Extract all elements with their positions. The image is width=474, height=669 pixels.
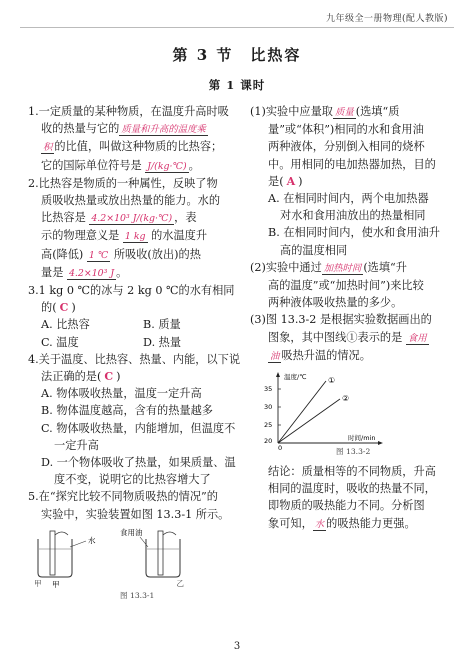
p1-option-a2: 对水和食用油放出的热量相同 (280, 209, 426, 223)
q4-answer: C (104, 370, 114, 384)
page-number: 3 (233, 641, 241, 652)
q4-option-c1: C. 物体吸收热量，内能增加，但温度不 (41, 421, 236, 435)
figure-13-3-2-caption: 图 13.3-2 (336, 447, 371, 457)
y-tick-20: 20 (264, 437, 273, 446)
p1-option-b2: 高的温度相同 (280, 243, 348, 257)
q2-line1: 2.比热容是物质的一种属性，反映了物 (28, 176, 218, 190)
p1-option-b1: B. 在相同时间内，使水和食用油升 (268, 226, 440, 240)
p3-line2: 图象，其中图线①表示的是 食用 (268, 330, 427, 344)
left-column (28, 103, 250, 601)
p1-line2: 量”或“体积”)相同的水和食用油 (268, 123, 424, 137)
y-axis-label: 温度/℃ (284, 373, 307, 382)
line-2-label: ② (342, 394, 350, 404)
p1-line1: (1)实验中应量取 质量 (选填“质 (250, 105, 400, 118)
q1-line1: 1.一定质量的某种物质，在温度升高时吸 (28, 105, 229, 118)
q2-line2: 质吸收热量或放出热量的能力。水的 (41, 194, 221, 208)
label-water: 水 (88, 535, 96, 545)
p1-line4: 中。用相同的电加热器加热，目的 (268, 157, 436, 171)
q3-options-ab (28, 316, 250, 333)
p3-answer: 食用 (407, 332, 427, 344)
q1-answer1-cont: 积 (43, 142, 53, 154)
figure-13-3-1 (28, 527, 250, 589)
figure-13-3-1-caption: 图 13.3-1 (120, 590, 155, 600)
conclusion-line2: 相同的温度时，吸收的热量不同， (268, 482, 436, 496)
conclusion-line1: 结论：质量相等的不同物质，升高 (268, 465, 436, 479)
q1-line4: 它的国际单位符号是 J/(kg·℃) 。 (41, 158, 200, 172)
y-tick-35: 35 (264, 385, 273, 394)
q2-answer1: 4.2×10³ J/(kg·℃) (91, 213, 173, 225)
origin-label: 0 (278, 444, 283, 453)
q3-option-a: A. 比热容 (41, 318, 90, 332)
line-1-label: ① (328, 376, 336, 386)
q2-line5: 高(降低) 1 ℃ 所吸收(放出)的热 (41, 247, 201, 261)
q4-option-c2: 一定升高 (54, 438, 99, 452)
q3-option-b: B. 质量 (143, 318, 181, 332)
q4-option-b: B. 物体温度越高，含有的热量越多 (41, 404, 213, 418)
q3-options-cd (28, 334, 250, 351)
p1-line5: 是( A ) (268, 174, 303, 188)
q3-line2: 的( C ) (41, 301, 76, 315)
running-header: 九年级全一册物理(配人教版) (325, 14, 448, 24)
q3-option-c: C. 温度 (41, 335, 79, 349)
y-tick-25: 25 (264, 421, 273, 430)
p3-line1: (3)图 13.3-2 是根据实验数据画出的 (250, 313, 432, 327)
q5-line1: 5.在“探究比较不同物质吸热的情况”的 (28, 490, 218, 504)
q4-line2: 法正确的是( C ) (41, 370, 121, 384)
right-column (250, 103, 450, 533)
q2-line3: 比热容是 4.2×10³ J/(kg·℃) ，表 (41, 211, 197, 225)
label-jia-text: 甲 (34, 578, 42, 588)
temperature-graph (258, 371, 388, 451)
q2-answer3: 1 ℃ (88, 249, 109, 261)
q2-answer2: 1 kg (124, 231, 146, 243)
q5-line2: 实验中，实验装置如图 13.3-1 所示。 (41, 507, 230, 521)
conclusion-line3: 即物质的吸热能力不同。分析图 (268, 499, 425, 513)
graph-line-2 (278, 399, 340, 443)
q1-answer1: 质量和升高的温度乘 (121, 124, 206, 136)
p2-line2: 高的温度”或“加热时间”)来比较 (268, 279, 424, 293)
p1-line3: 两种液体，分别倒入相同的烧杯 (268, 140, 425, 154)
p1-option-a1: A. 在相同时间内，两个电加热器 (268, 192, 429, 206)
q2-answer4: 4.2×10³ J (68, 267, 115, 279)
q1-line2: 收的热量与它的 质量和升高的温度乘 (41, 122, 206, 136)
q1-line3: 积 的比值，叫做这种物质的比热容； (43, 140, 223, 154)
p1-answer1: 质量 (334, 107, 354, 118)
q4-option-d2: 度不变，说明它的比热容增大了 (54, 473, 211, 487)
lesson-title: 第 1 课时 (208, 78, 266, 92)
q4-line1: 4.关于温度、比热容、热量、内能，以下说 (28, 352, 241, 366)
label-oil: 食用油 (120, 527, 143, 537)
label-jia: 甲 (52, 579, 60, 589)
header-rule (20, 27, 454, 28)
q4-option-d1: D. 一个物体吸收了热量，如果质量、温 (41, 456, 236, 470)
p1-answer2: A (286, 174, 296, 188)
q2-line6: 量是 4.2×10³ J 。 (41, 265, 128, 279)
label-yi-text: 乙 (176, 578, 184, 588)
p2-answer: 加热时间 (323, 262, 362, 274)
q3-line1: 3.1 kg 0 ℃的冰与 2 kg 0 ℃的水有相同 (28, 284, 235, 298)
graph-line-1 (278, 381, 326, 443)
section-title: 第 3 节 比热容 (172, 46, 302, 64)
x-axis-label: 时间/min (348, 434, 376, 443)
q2-line4: 示的物理意义是 1 kg 的水温度升 (41, 229, 208, 243)
q3-option-d: D. 热量 (143, 335, 182, 349)
p2-line1: (2)实验中通过 加热时间 (选填“升 (250, 260, 407, 274)
y-tick-30: 30 (264, 403, 273, 412)
conclusion-line4: 象可知， 水 的吸热能力更强。 (268, 516, 416, 530)
q3-answer: C (59, 301, 69, 315)
conclusion-answer: 水 (314, 518, 325, 530)
beakers-illustration (28, 527, 228, 589)
p2-line3: 两种液体吸收热量的多少。 (268, 296, 403, 310)
q4-option-a: A. 物体吸收热量，温度一定升高 (41, 387, 202, 401)
p3-line3: 油 吸热升温的情况。 (270, 348, 371, 362)
p3-answer-cont: 油 (270, 350, 280, 362)
q1-answer2: J/(kg·℃) (147, 160, 187, 172)
